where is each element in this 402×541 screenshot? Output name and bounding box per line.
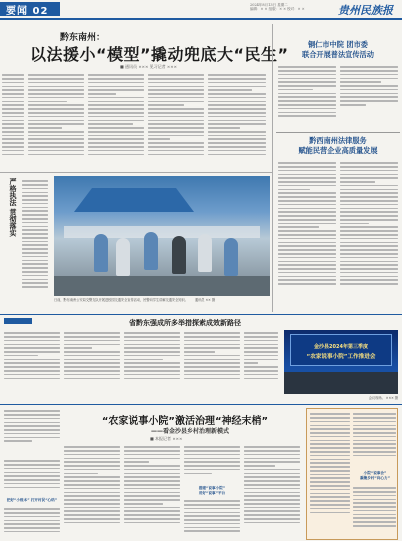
middle-body-col-1	[4, 330, 60, 392]
photo-tent	[74, 182, 194, 212]
middle-body-col-4	[184, 330, 240, 392]
right-top-body-col-1	[278, 64, 336, 130]
lead-photo	[54, 176, 270, 296]
right-mid-body-col-1	[278, 160, 336, 310]
lead-headline: 以法援小“模型”撬动兜底大“民生”	[30, 45, 289, 64]
event-caption: 会议现场。 ××× 摄	[368, 396, 398, 400]
lead-body-col-3	[148, 72, 204, 170]
lead-bottom-rule	[0, 172, 272, 173]
masthead-logo: 贵州民族报	[338, 4, 393, 17]
bottom-headline: “农家说事小院”激活治理“神经末梢”	[101, 416, 269, 427]
bottom-right-subhead: 小院“说事会” 凝聚乡村“向心力”	[360, 471, 390, 480]
event-photo	[284, 330, 398, 394]
section-rule-3	[0, 404, 402, 405]
middle-title: 省黔东强成所多举措探索成效新路径	[129, 319, 241, 327]
photo-figure	[116, 238, 130, 276]
photo-figure	[172, 236, 186, 274]
bottom-right-box-text-1	[310, 411, 350, 539]
masthead-rule	[0, 18, 402, 20]
right-top-title: 铜仁市中院 团市委 联合开展普法宣传活动	[302, 40, 374, 59]
side-vertical-title: 严格执法 贯彻落实	[9, 178, 17, 237]
photo-table	[64, 226, 260, 238]
bottom-body-col-1	[64, 444, 120, 540]
lead-kicker: 黔东南州：	[60, 33, 106, 43]
left-strip-text	[2, 72, 24, 170]
photo-ground	[54, 276, 270, 296]
event-banner-line-1: 金沙县2024年第三季度	[314, 344, 368, 350]
bottom-body-col-3b	[184, 498, 240, 540]
bottom-body-col-2	[124, 444, 180, 540]
photo-figure	[94, 234, 108, 272]
bottom-right-box-text-2	[353, 411, 396, 467]
event-screen	[290, 334, 392, 366]
section-rule-2	[0, 314, 402, 315]
lead-byline: ■ 通讯员 ××× 见习记者 ×××	[120, 64, 177, 69]
event-banner-line-2: “农家说事小院”工作推进会	[306, 354, 376, 360]
middle-body-col-2	[64, 330, 120, 392]
lead-body-col-4	[208, 72, 266, 170]
photo-caption: 日前，黔东南州公安局交警支队开展进校园交通安全宣传活动，民警向学生讲解交通安全知识。 通讯员 ×× 摄	[54, 298, 216, 302]
masthead-date: 2024年8月13日 星期二 编辑：× × 组版：× × 校对：× ×	[250, 3, 305, 11]
bottom-byline: ■ 本报记者 ×××	[150, 436, 183, 441]
bottom-left-top-text	[4, 408, 60, 456]
bottom-left-subhead: 把好“小账本” 打开村民“心结”	[6, 498, 58, 502]
bottom-left-bottom-text	[4, 506, 60, 540]
photo-figure	[198, 234, 212, 272]
middle-body-col-5	[244, 330, 278, 392]
bottom-subheadline: ——看金沙县乡村治理新模式	[150, 428, 229, 435]
bottom-mid-subhead: 搭建“说事小院” 用好“说事”平台	[198, 486, 226, 495]
column-divider	[272, 24, 273, 312]
right-mid-title: 黔西南州法律服务 赋能民营企业高质量发展	[298, 136, 378, 155]
side-body-col	[22, 178, 48, 312]
bottom-body-col-3	[184, 444, 240, 484]
photo-credit: 通讯员 ×× 摄	[194, 298, 216, 302]
middle-body-col-3	[124, 330, 180, 392]
event-audience	[284, 372, 398, 394]
middle-tag	[4, 318, 32, 324]
photo-figure	[144, 232, 158, 270]
page-number: 02	[32, 6, 49, 17]
bottom-right-box-text-3	[353, 485, 396, 539]
photo-figure	[224, 238, 238, 276]
right-top-body-col-2	[340, 64, 398, 130]
bottom-left-mid-text	[4, 458, 60, 496]
bottom-body-col-4	[244, 444, 300, 540]
bottom-right-box	[306, 408, 398, 540]
right-divider-1	[276, 132, 400, 133]
right-mid-body-col-2	[340, 160, 398, 310]
section-label: 要闻 02	[6, 6, 49, 17]
lead-body-col-1	[28, 72, 84, 170]
lead-body-col-2	[88, 72, 144, 170]
